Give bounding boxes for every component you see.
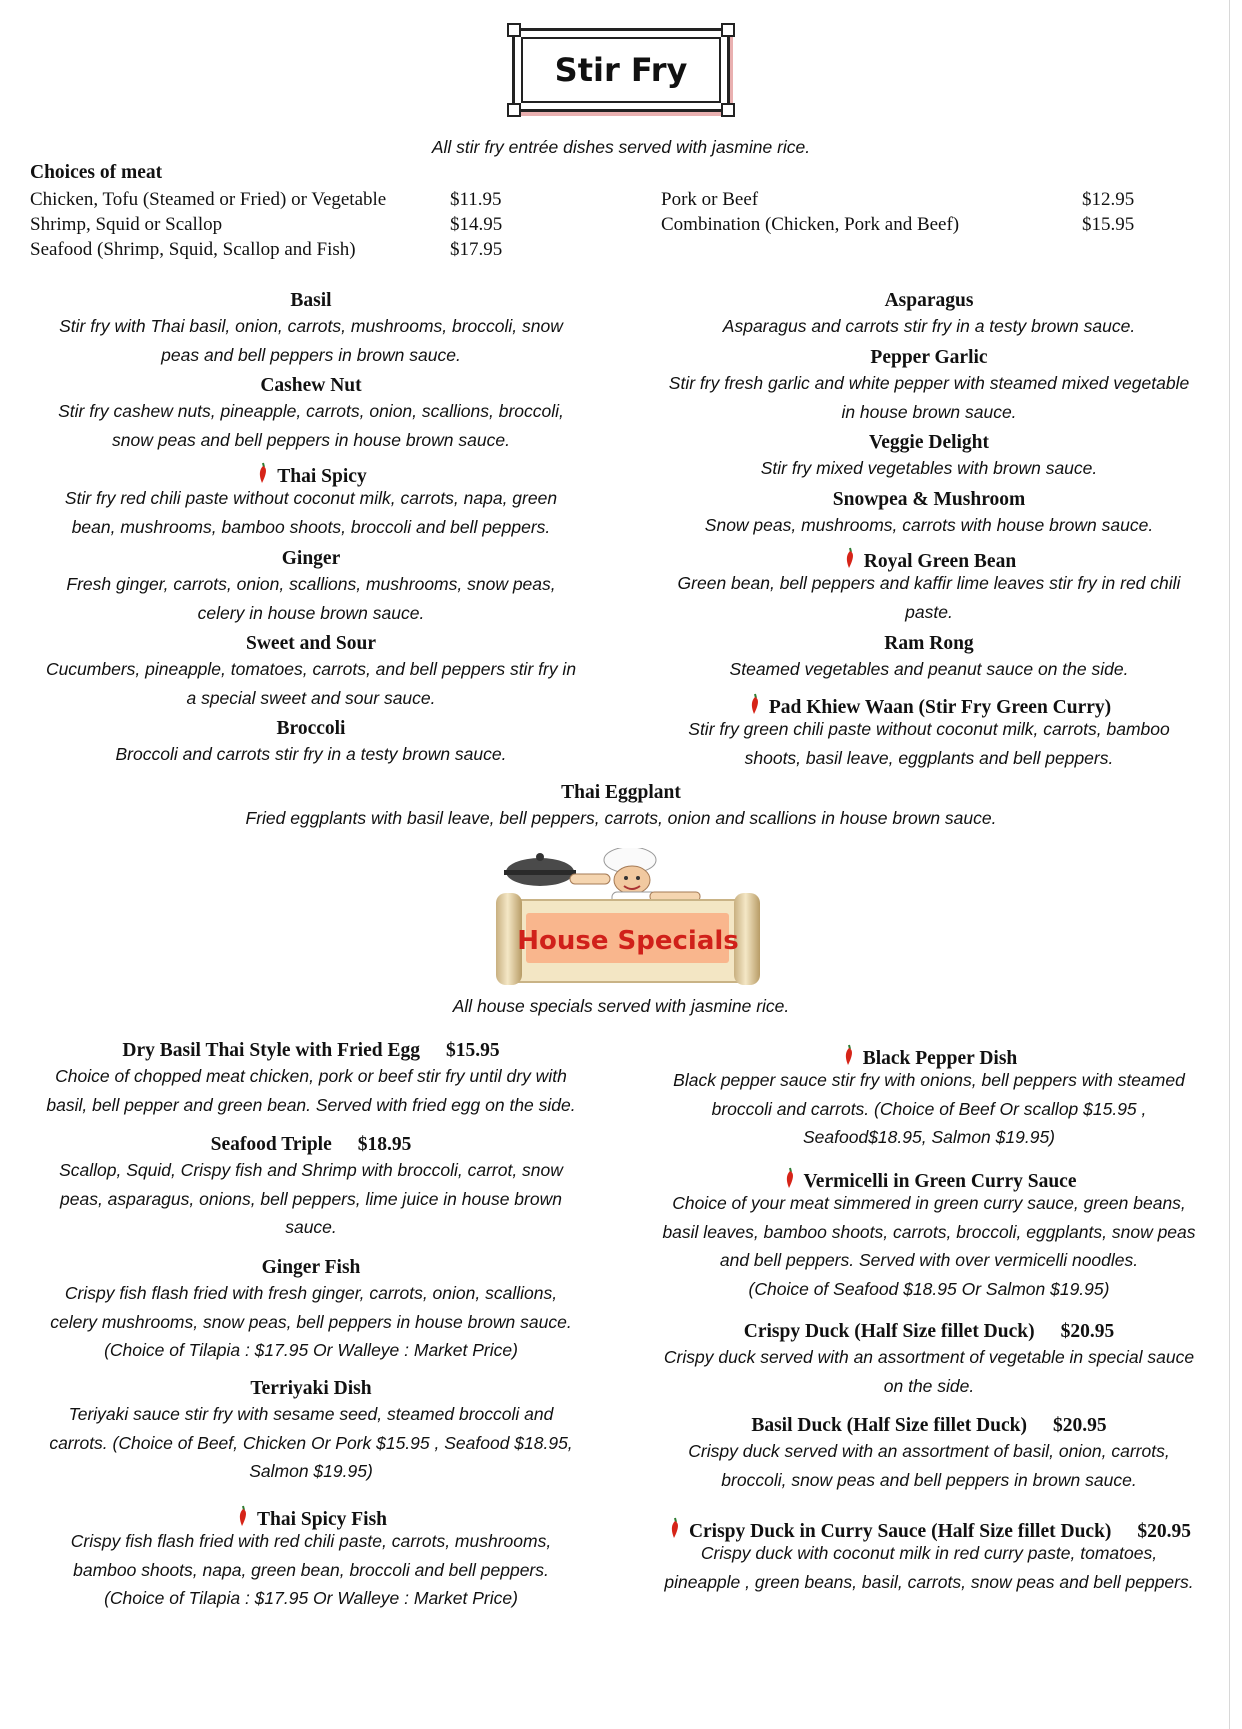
menu-item-name (629, 432, 1229, 454)
menu-item-description: celery in house brown sauce. (197, 602, 425, 623)
menu-item-title: Ginger (281, 548, 341, 569)
menu-item-description: basil, bell pepper and green bean. Served with fried egg on the side. (46, 1094, 576, 1115)
stir-fry-title: Stir Fry (554, 51, 688, 89)
menu-item-description: Stir fry with Thai basil, onion, carrots, mushrooms, broccoli, snow (59, 316, 563, 336)
menu-item-title: Terriyaki Dish (250, 1378, 372, 1399)
menu-item-title: Basil Duck (Half Size fillet Duck) (751, 1415, 1028, 1436)
house-specials-title: House Specials (517, 926, 739, 956)
stir-fry-title-frame (512, 28, 730, 112)
menu-item-description: Salmon $19.95) (249, 1461, 373, 1481)
menu-item-description: Crispy fish flash fried with red chili paste, carrots, mushrooms, (70, 1531, 552, 1551)
menu-item-title: Thai Spicy (277, 466, 367, 487)
menu-item-description: Green bean, bell peppers and kaffir lime leaves stir fry in red chili (677, 573, 1181, 593)
menu-item-title: Crispy Duck (Half Size fillet Duck) (743, 1321, 1035, 1342)
menu-item-description: and bell peppers. Served with over vermicelli noodles. (719, 1250, 1139, 1270)
stir-fry-note: All stir fry entrée dishes served with jasmine rice. (431, 137, 811, 157)
menu-item-description: Crispy duck served with an assortment of basil, onion, carrots, (688, 1441, 1170, 1461)
frame-corner (721, 23, 735, 37)
price-value: $15.95 (1082, 214, 1135, 235)
menu-item-title: Vermicelli in Green Curry Sauce (803, 1171, 1077, 1192)
price-value: $11.95 (450, 189, 502, 210)
menu-item-description: carrots. (Choice of Beef, Chicken Or Pork $15.95 , Seafood $18.95, (49, 1432, 573, 1453)
choices-heading: Choices of meat (30, 162, 163, 183)
menu-item-name (629, 347, 1229, 369)
price-value: $12.95 (1082, 189, 1135, 210)
price-label: Shrimp, Squid or Scallop (30, 214, 223, 235)
menu-item-name (629, 633, 1229, 655)
menu-item-description: (Choice of Tilapia : $17.95 Or Walleye : Market Price) (104, 1588, 518, 1608)
menu-item-description: Black pepper sauce stir fry with onions, bell peppers with steamed (673, 1070, 1185, 1090)
chili-pepper-icon (235, 1505, 249, 1527)
menu-item-title: Black Pepper Dish (862, 1048, 1018, 1069)
menu-item-price: $18.95 (357, 1134, 412, 1155)
menu-item-description: Choice of your meat simmered in green curry sauce, green beans, (672, 1193, 1186, 1213)
menu-item-title: Sweet and Sour (245, 633, 377, 654)
menu-item-title: Pad Khiew Waan (Stir Fry Green Curry) (768, 697, 1112, 718)
menu-item-description: Scallop, Squid, Crispy fish and Shrimp with broccoli, carrot, snow (59, 1160, 563, 1180)
menu-item-name (11, 548, 611, 570)
menu-item-description: Asparagus and carrots stir fry in a testy brown sauce. (722, 316, 1136, 336)
menu-item-description: Seafood$18.95, Salmon $19.95) (803, 1127, 1055, 1147)
menu-item-description: Stir fry red chili paste without coconut milk, carrots, napa, green (64, 488, 558, 508)
menu-item-name (629, 290, 1229, 312)
menu-item-description: Fried eggplants with basil leave, bell peppers, carrots, onion and scallions in house brown sauce. (245, 808, 997, 828)
menu-item-description: (Choice of Seafood $18.95 Or Salmon $19.95) (748, 1278, 1110, 1299)
menu-item-title: Royal Green Bean (863, 551, 1017, 572)
house-specials-banner (492, 893, 764, 989)
menu-item-title: Thai Eggplant (561, 782, 681, 803)
menu-item-price: $20.95 (1137, 1521, 1192, 1542)
menu-item-description: Cucumbers, pineapple, tomatoes, carrots, and bell peppers stir fry in (45, 659, 577, 679)
price-label: Pork or Beef (661, 189, 759, 210)
menu-item-title: Dry Basil Thai Style with Fried Egg (122, 1040, 420, 1061)
price-label: Seafood (Shrimp, Squid, Scallop and Fish) (30, 239, 356, 260)
menu-item-name (11, 718, 611, 740)
menu-item-description: bamboo shoots, napa, green bean, broccoli and bell peppers. (73, 1559, 549, 1580)
menu-item-name (629, 1321, 1229, 1343)
house-specials-note: All house specials served with jasmine rice. (452, 996, 790, 1016)
menu-item-title: Veggie Delight (868, 432, 990, 453)
menu-item-description: bean, mushrooms, bamboo shoots, broccoli and bell peppers. (71, 516, 551, 537)
menu-item-name (11, 1040, 611, 1062)
price-value: $14.95 (450, 214, 503, 235)
frame-corner (721, 103, 735, 117)
menu-item-description: Teriyaki sauce stir fry with sesame seed, steamed broccoli and (68, 1404, 554, 1424)
menu-item-description: Stir fry mixed vegetables with brown sauce. (760, 458, 1098, 478)
chili-pepper-icon (255, 462, 269, 484)
menu-item-description: Crispy duck served with an assortment of vegetable in special sauce (663, 1347, 1195, 1367)
menu-item-name (11, 1134, 611, 1156)
menu-item-description: a special sweet and sour sauce. (186, 687, 436, 708)
chili-pepper-icon (747, 693, 761, 715)
menu-item-description: paste. (905, 601, 953, 622)
menu-item-description: in house brown sauce. (841, 401, 1017, 422)
chili-pepper-icon (782, 1167, 796, 1189)
menu-item-description: snow peas and bell peppers in house brown sauce. (112, 429, 510, 450)
menu-item-description: Stir fry fresh garlic and white pepper with steamed mixed vegetable (668, 373, 1190, 393)
price-value: $17.95 (450, 239, 503, 260)
menu-item-description: Choice of chopped meat chicken, pork or beef stir fry until dry with (55, 1066, 567, 1086)
menu-item-name (11, 633, 611, 655)
menu-item-description: sauce. (285, 1217, 337, 1237)
menu-item-name (11, 290, 611, 312)
menu-item-description: celery mushrooms, snow peas, bell peppers in house brown sauce. (50, 1311, 572, 1332)
menu-item-description: on the side. (883, 1375, 975, 1396)
menu-item-description: Crispy fish flash fried with fresh ginger, carrots, onion, scallions, (64, 1283, 558, 1303)
menu-item-name (629, 489, 1229, 511)
frame-corner (507, 23, 521, 37)
menu-item-description: pineapple , green beans, basil, carrots, snow peas and bell peppers. (664, 1571, 1194, 1592)
menu-item-name (71, 782, 1171, 804)
menu-item-title: Thai Spicy Fish (256, 1509, 388, 1530)
price-label: Combination (Chicken, Pork and Beef) (661, 214, 960, 235)
menu-item-price: $20.95 (1060, 1321, 1115, 1342)
menu-item-name (629, 1415, 1229, 1437)
menu-item-name (11, 375, 611, 397)
price-label: Chicken, Tofu (Steamed or Fried) or Vegetable (30, 189, 387, 210)
menu-item-description: Stir fry green chili paste without coconut milk, carrots, bamboo (688, 719, 1170, 739)
menu-item-title: Cashew Nut (260, 375, 362, 396)
menu-item-title: Asparagus (884, 290, 974, 311)
menu-item-description: Crispy duck with coconut milk in red curry paste, tomatoes, (700, 1543, 1158, 1563)
menu-item-description: peas and bell peppers in brown sauce. (161, 344, 461, 365)
menu-item-name (11, 1378, 611, 1400)
menu-item-title: Ginger Fish (261, 1257, 361, 1278)
menu-item-description: Broccoli and carrots stir fry in a testy brown sauce. (115, 744, 507, 764)
menu-item-name (11, 1257, 611, 1279)
menu-item-description: Steamed vegetables and peanut sauce on the side. (729, 659, 1129, 679)
menu-item-description: broccoli and carrots. (Choice of Beef Or scallop $15.95 , (711, 1098, 1147, 1119)
menu-item-price: $20.95 (1053, 1415, 1107, 1436)
frame-corner (507, 103, 521, 117)
menu-item-description: peas, asparagus, onions, bell peppers, lime juice in house brown (60, 1188, 562, 1209)
menu-item-price: $15.95 (445, 1040, 500, 1061)
menu-item-description: Stir fry cashew nuts, pineapple, carrots, onion, scallions, broccoli, (58, 401, 564, 421)
page-edge-rule (1229, 0, 1230, 1729)
chili-pepper-icon (842, 547, 856, 569)
menu-item-title: Snowpea & Mushroom (832, 489, 1026, 510)
menu-item-title: Pepper Garlic (870, 347, 988, 368)
menu-item-description: shoots, basil leave, eggplants and bell peppers. (744, 747, 1114, 768)
menu-item-title: Crispy Duck in Curry Sauce (Half Size fillet Duck) (688, 1521, 1112, 1542)
menu-item-description: basil leaves, bamboo shoots, carrots, broccoli, eggplants, snow peas (662, 1221, 1196, 1242)
menu-item-description: broccoli, snow peas and bell peppers in brown sauce. (721, 1469, 1137, 1490)
chili-pepper-icon (667, 1517, 681, 1539)
menu-item-title: Ram Rong (884, 633, 974, 654)
menu-item-title: Seafood Triple (210, 1134, 332, 1155)
menu-item-title: Basil (290, 290, 332, 311)
menu-item-description: (Choice of Tilapia : $17.95 Or Walleye : Market Price) (104, 1340, 518, 1360)
menu-item-title: Broccoli (276, 718, 346, 739)
chili-pepper-icon (841, 1044, 855, 1066)
menu-item-description: Fresh ginger, carrots, onion, scallions, mushrooms, snow peas, (66, 574, 556, 594)
menu-item-description: Snow peas, mushrooms, carrots with house brown sauce. (704, 515, 1154, 535)
